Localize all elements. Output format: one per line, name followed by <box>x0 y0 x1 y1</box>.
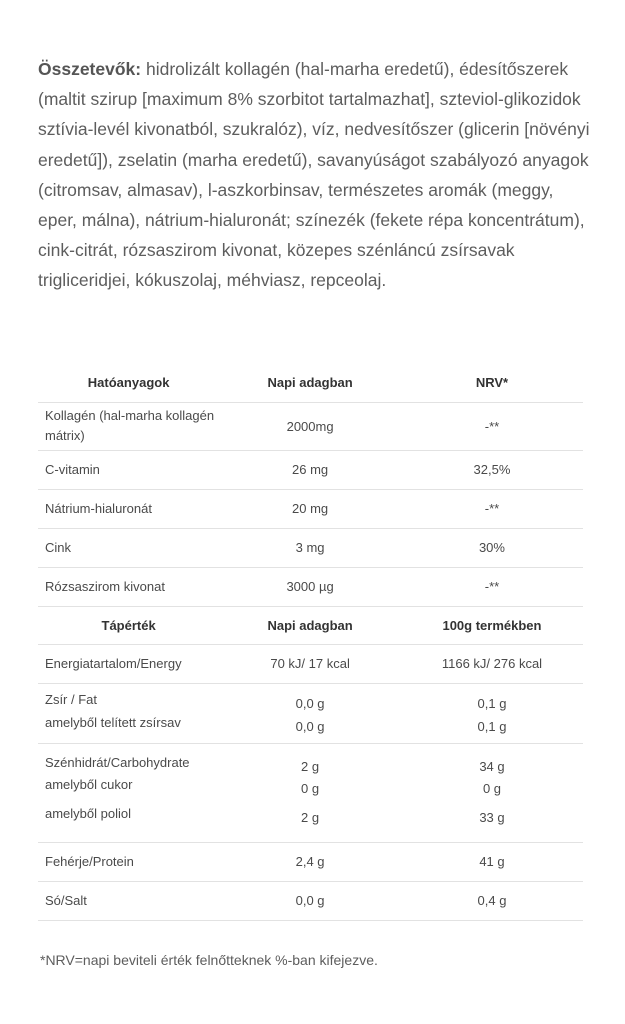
active-header-nrv: NRV* <box>401 364 583 402</box>
row-label: amelyből cukor <box>45 777 133 792</box>
row-label: Nátrium-hialuronát <box>38 489 219 528</box>
row-per100g: 41 g <box>401 842 583 881</box>
table-row <box>38 450 583 489</box>
ingredients-paragraph <box>38 54 593 296</box>
row-daily: 20 mg <box>219 489 401 528</box>
table-row <box>38 806 583 842</box>
row-nrv: -** <box>401 567 583 606</box>
table-row <box>38 402 583 450</box>
table-row <box>38 881 583 920</box>
row-label: Fehérje/Protein <box>38 842 219 881</box>
row-daily: 0,0 g <box>295 696 325 711</box>
row-label: amelyből telített zsírsav <box>38 713 219 743</box>
row-daily: 2 g <box>301 759 320 774</box>
ingredients-label: Összetevők: <box>38 59 142 79</box>
row-per100g: 0 g <box>482 781 502 796</box>
row-label: Cink <box>38 528 219 567</box>
table-row <box>38 776 583 806</box>
row-label: Energiatartalom/Energy <box>38 644 219 683</box>
row-per100g: 0,4 g <box>401 881 583 920</box>
table-row <box>38 743 583 776</box>
row-per100g: 1166 kJ/ 276 kcal <box>401 644 583 683</box>
table-row <box>38 644 583 683</box>
row-daily: 2,4 g <box>219 842 401 881</box>
row-daily: 0,0 g <box>219 713 401 743</box>
table-row <box>38 528 583 567</box>
table-row <box>38 489 583 528</box>
row-per100g: 0,1 g <box>477 696 507 711</box>
row-nrv: -** <box>401 402 583 450</box>
row-label: Zsír / Fat <box>45 692 97 707</box>
row-per100g: 0,1 g <box>401 713 583 743</box>
table-row <box>38 567 583 606</box>
row-label: Szénhidrát/Carbohydrate <box>45 755 190 770</box>
nrv-footnote: *NRV=napi beviteli érték felnőtteknek %-ban kifejezve. <box>40 952 378 968</box>
row-daily: 2 g <box>219 806 401 842</box>
table-row <box>38 842 583 881</box>
row-daily: 0 g <box>301 781 320 796</box>
row-daily: 0,0 g <box>219 881 401 920</box>
row-per100g: 33 g <box>401 806 583 842</box>
nutrition-header-row <box>38 606 583 644</box>
table-row <box>38 713 583 743</box>
row-daily: 70 kJ/ 17 kcal <box>219 644 401 683</box>
nutrition-header-name: Tápérték <box>38 606 219 644</box>
active-header-row <box>38 364 583 402</box>
row-label: Rózsaszirom kivonat <box>38 567 219 606</box>
active-header-name: Hatóanyagok <box>38 364 219 402</box>
row-daily: 26 mg <box>219 450 401 489</box>
row-nrv: 32,5% <box>401 450 583 489</box>
row-daily: 3000 µg <box>219 567 401 606</box>
row-daily: 2000mg <box>219 402 401 450</box>
nutrition-header-per100g: 100g termékben <box>401 606 583 644</box>
row-label: Só/Salt <box>38 881 219 920</box>
row-label: C-vitamin <box>38 450 219 489</box>
row-label: amelyből poliol <box>38 806 219 842</box>
row-nrv: 30% <box>401 528 583 567</box>
row-per100g: 34 g <box>479 759 505 774</box>
ingredients-text: hidrolizált kollagén (hal-marha eredetű), édesítőszerek (maltit szirup [maximum 8% szorbitot tartalmazhat], szteviol-glikozidok sztívia-levél kivonatból, szukralóz), víz, nedvesítőszer (glicerin [növényi eredetű]), zselatin (marha eredetű), savanyúságot szabályozó anyagok (citromsav, almasav), l-aszkorbinsav, természetes aromák (meggy, eper, málna), nátrium-hialuronát; színezék (fekete répa koncentrátum), cink-citrát, rózsaszirom kivonat, közepes szénláncú zsírsavak trigliceridjei, kókuszolaj, méhviasz, repceolaj. <box>38 59 590 291</box>
row-daily: 3 mg <box>219 528 401 567</box>
table-row <box>38 683 583 713</box>
row-label: Kollagén (hal-marha kollagén mátrix) <box>38 402 219 450</box>
row-nrv: -** <box>401 489 583 528</box>
nutrition-facts-table <box>38 364 583 921</box>
active-header-daily: Napi adagban <box>219 364 401 402</box>
nutrition-header-daily: Napi adagban <box>219 606 401 644</box>
